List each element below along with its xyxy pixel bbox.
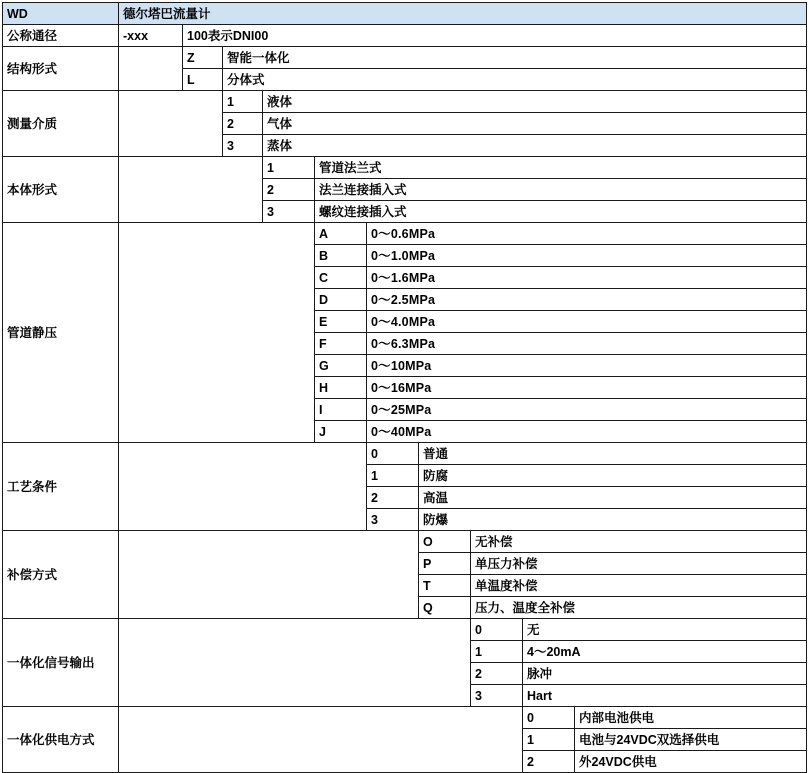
row-label-structure-type: 结构形式 — [3, 47, 119, 91]
row-label-body-type: 本体形式 — [3, 157, 119, 223]
product-title-cell: 德尔塔巴流量计 — [119, 3, 807, 25]
code-cell-process-3: 3 — [367, 509, 419, 531]
desc-cell-signal-2: 脉冲 — [523, 663, 807, 685]
code-cell-body-2: 2 — [263, 179, 315, 201]
desc-cell-power-0: 内部电池供电 — [575, 707, 807, 729]
code-cell-structure-l: L — [183, 69, 223, 91]
desc-cell-body-2: 法兰连接插入式 — [315, 179, 807, 201]
table-header-row — [3, 3, 807, 25]
desc-cell-structure-l: 分体式 — [223, 69, 807, 91]
code-cell-pressure-g: G — [315, 355, 367, 377]
desc-cell-pressure-f: 0～6.3MPa — [367, 333, 807, 355]
desc-cell-process-2: 高温 — [419, 487, 807, 509]
spacer-cell — [119, 223, 315, 443]
code-cell-pressure-f: F — [315, 333, 367, 355]
table-row — [3, 47, 807, 69]
code-cell-process-1: 1 — [367, 465, 419, 487]
code-cell-process-2: 2 — [367, 487, 419, 509]
table-row — [3, 91, 807, 113]
table-row — [3, 223, 807, 245]
desc-cell-signal-0: 无 — [523, 619, 807, 641]
code-cell-power-2: 2 — [523, 751, 575, 773]
desc-cell-pressure-h: 0～16MPa — [367, 377, 807, 399]
desc-cell-power-1: 电池与24VDC双选择供电 — [575, 729, 807, 751]
desc-cell-medium-3: 蒸体 — [263, 135, 807, 157]
code-cell-signal-1: 1 — [471, 641, 523, 663]
desc-cell-pressure-d: 0～2.5MPa — [367, 289, 807, 311]
model-prefix-cell: WD — [3, 3, 119, 25]
code-cell-pressure-c: C — [315, 267, 367, 289]
spacer-cell — [119, 47, 183, 91]
code-cell-power-0: 0 — [523, 707, 575, 729]
desc-cell-process-1: 防腐 — [419, 465, 807, 487]
code-cell-pressure-d: D — [315, 289, 367, 311]
code-cell-signal-3: 3 — [471, 685, 523, 707]
spacer-cell — [119, 91, 223, 157]
code-cell-pressure-a: A — [315, 223, 367, 245]
desc-cell-medium-1: 液体 — [263, 91, 807, 113]
desc-cell-compensation-t: 单温度补偿 — [471, 575, 807, 597]
code-cell-compensation-t: T — [419, 575, 471, 597]
code-cell-pressure-e: E — [315, 311, 367, 333]
code-cell-pressure-b: B — [315, 245, 367, 267]
row-label-medium: 测量介质 — [3, 91, 119, 157]
spacer-cell — [119, 707, 523, 773]
code-cell-compensation-o: O — [419, 531, 471, 553]
desc-cell-pressure-e: 0～4.0MPa — [367, 311, 807, 333]
desc-cell-pressure-c: 0～1.6MPa — [367, 267, 807, 289]
desc-cell-pressure-j: 0～40MPa — [367, 421, 807, 443]
row-label-signal-output: 一体化信号输出 — [3, 619, 119, 707]
desc-cell-process-0: 普通 — [419, 443, 807, 465]
desc-cell-medium-2: 气体 — [263, 113, 807, 135]
desc-cell-signal-1: 4～20mA — [523, 641, 807, 663]
table-row — [3, 619, 807, 641]
code-cell-pressure-i: I — [315, 399, 367, 421]
table-row — [3, 25, 807, 47]
code-cell-structure-z: Z — [183, 47, 223, 69]
table-row — [3, 707, 807, 729]
code-cell-signal-0: 0 — [471, 619, 523, 641]
desc-cell-pressure-i: 0～25MPa — [367, 399, 807, 421]
spacer-cell — [119, 619, 471, 707]
code-cell-body-3: 3 — [263, 201, 315, 223]
desc-cell-signal-3: Hart — [523, 685, 807, 707]
desc-cell-process-3: 防爆 — [419, 509, 807, 531]
model-selection-table — [2, 2, 807, 773]
code-cell-body-1: 1 — [263, 157, 315, 179]
code-cell-process-0: 0 — [367, 443, 419, 465]
row-label-power-supply: 一体化供电方式 — [3, 707, 119, 773]
code-cell-nominal-diameter: -xxx — [119, 25, 183, 47]
row-label-compensation: 补偿方式 — [3, 531, 119, 619]
code-cell-compensation-p: P — [419, 553, 471, 575]
desc-cell-power-2: 外24VDC供电 — [575, 751, 807, 773]
desc-cell-pressure-b: 0～1.0MPa — [367, 245, 807, 267]
desc-cell-pressure-g: 0～10MPa — [367, 355, 807, 377]
desc-cell-compensation-p: 单压力补偿 — [471, 553, 807, 575]
table-row — [3, 531, 807, 553]
spacer-cell — [119, 531, 419, 619]
desc-cell-nominal-diameter: 100表示DNI00 — [183, 25, 807, 47]
desc-cell-pressure-a: 0～0.6MPa — [367, 223, 807, 245]
code-cell-medium-2: 2 — [223, 113, 263, 135]
row-label-nominal-diameter: 公称通径 — [3, 25, 119, 47]
code-cell-pressure-j: J — [315, 421, 367, 443]
code-cell-pressure-h: H — [315, 377, 367, 399]
spacer-cell — [119, 157, 263, 223]
table-row — [3, 157, 807, 179]
row-label-process-condition: 工艺条件 — [3, 443, 119, 531]
spacer-cell — [119, 443, 367, 531]
desc-cell-body-1: 管道法兰式 — [315, 157, 807, 179]
code-cell-power-1: 1 — [523, 729, 575, 751]
desc-cell-compensation-o: 无补偿 — [471, 531, 807, 553]
desc-cell-structure-z: 智能一体化 — [223, 47, 807, 69]
desc-cell-compensation-q: 压力、温度全补偿 — [471, 597, 807, 619]
desc-cell-body-3: 螺纹连接插入式 — [315, 201, 807, 223]
code-cell-medium-1: 1 — [223, 91, 263, 113]
code-cell-signal-2: 2 — [471, 663, 523, 685]
table-row — [3, 443, 807, 465]
code-cell-medium-3: 3 — [223, 135, 263, 157]
code-cell-compensation-q: Q — [419, 597, 471, 619]
row-label-pipe-pressure: 管道静压 — [3, 223, 119, 443]
